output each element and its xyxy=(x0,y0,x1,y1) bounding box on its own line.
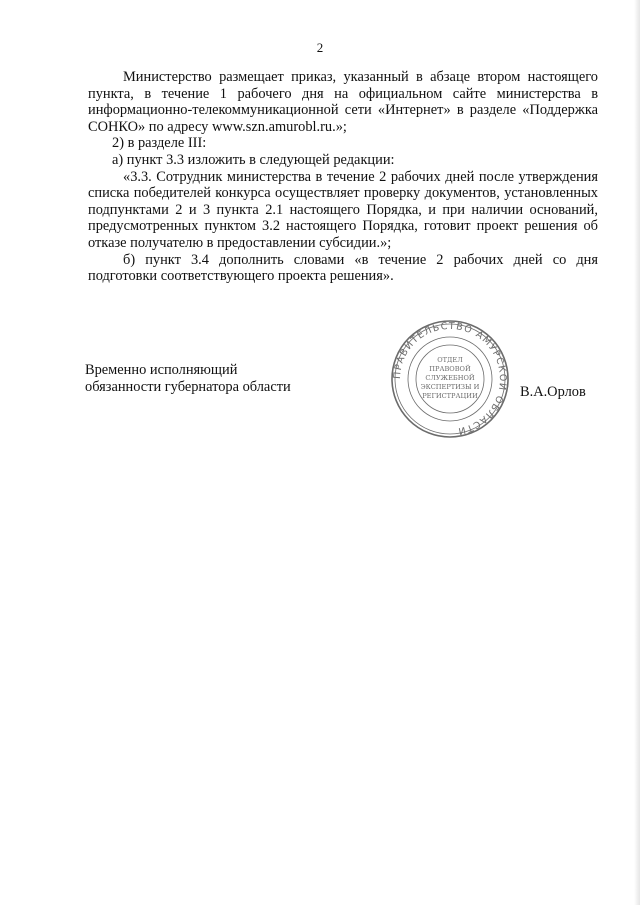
paragraph-item-b: б) пункт 3.4 дополнить словами «в течение 2 рабочих дней со дня подготовки соответствующего проекта решения». xyxy=(88,251,598,285)
seal-inner-line4: ЭКСПЕРТИЗЫ И xyxy=(420,383,480,391)
paragraph-section-iii: 2) в разделе III: xyxy=(112,135,207,152)
seal-inner-line5: РЕГИСТРАЦИИ xyxy=(422,392,478,400)
signatory-title-line1: Временно исполняющий xyxy=(85,362,238,378)
paragraph-item-a: а) пункт 3.3 изложить в следующей редакции: xyxy=(112,151,395,168)
document-body xyxy=(88,69,598,285)
seal-icon xyxy=(388,317,512,441)
signatory-title xyxy=(85,362,291,396)
seal-inner-line3: СЛУЖЕБНОЙ xyxy=(425,374,475,382)
seal-inner-line2: ПРАВОВОЙ xyxy=(429,365,471,373)
paragraph-publication: Министерство размещает приказ, указанный в абзаце втором настоящего пункта, в течение 1 рабочего дня на официальном сайте министерства в информационно-телекоммуникационной сети «Интернет» в разделе «Поддержка СОНКО» по адресу www.szn.amurobl.ru.»; xyxy=(88,69,598,135)
seal-outer-text: ПРАВИТЕЛЬСТВО АМУРСКОЙ ОБЛАСТИ xyxy=(391,320,509,437)
scan-edge-shadow xyxy=(634,0,640,905)
paragraph-clause-3-3: «3.3. Сотрудник министерства в течение 2 рабочих дней после утверждения списка победителей конкурса осуществляет проверку документов, установленных подпунктами 2 и 3 пункта 2.1 настоящего Порядка, и при наличии оснований, предусмотренных пунктом 3.2 настоящего Порядка, готовит проект решения об отказе получателю в предоставлении субсидии.»; xyxy=(88,168,598,251)
signatory-name: В.А.Орлов xyxy=(520,384,586,400)
signatory-title-line2: обязанности губернатора области xyxy=(85,379,291,395)
seal-inner-line1: ОТДЕЛ xyxy=(437,356,463,364)
page-number: 2 xyxy=(316,40,324,55)
official-seal-stamp xyxy=(388,317,512,441)
